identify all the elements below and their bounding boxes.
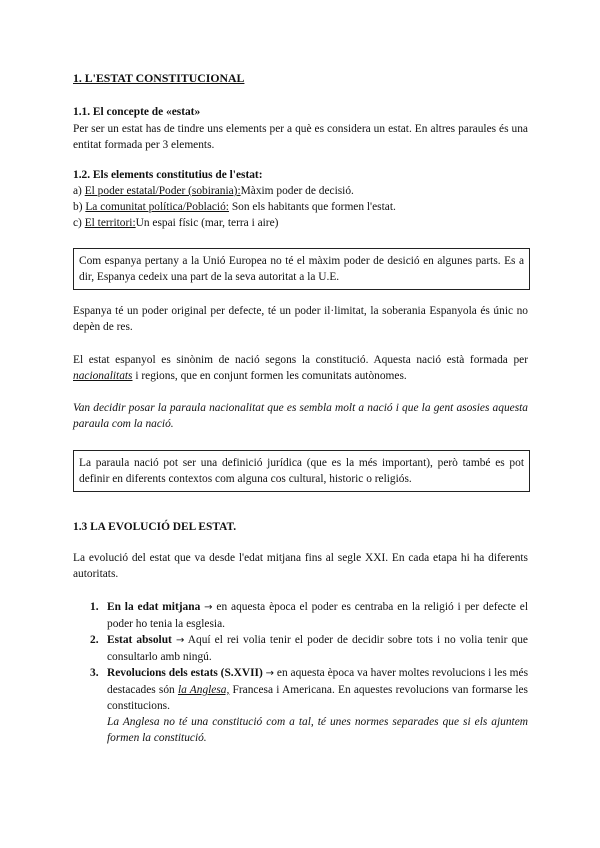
evolution-list <box>90 599 528 746</box>
section-1-1-heading: 1.1. El concepte de «estat» <box>73 106 201 118</box>
section-1-2-heading: 1.2. Els elements constitutius de l'estat: <box>73 169 263 181</box>
paragraph-sovereignty: Espanya té un poder original per defecte, té un poder il·limitat, la soberania Espanyola és únic no depèn de res. <box>73 305 528 333</box>
item-term: El territori: <box>84 217 136 229</box>
note-box-nation: La paraula nació pot ser una definició jurídica (que es la més important), però també es pot definir en diferents contextos com alguna cos cultural, historic o religiós. <box>73 450 530 492</box>
item-text: Francesa i Americana. En aquestes revolucions van formarse les constitucions. <box>107 684 528 712</box>
element-item-b <box>73 199 528 215</box>
emphasized-term: nacionalitats <box>73 370 133 382</box>
item-prefix: a) <box>73 185 85 197</box>
paragraph-nation <box>73 352 528 384</box>
item-desc: Son els habitants que formen l'estat. <box>228 201 396 213</box>
text-span: i regions, que en conjunt formen les comunitats autònomes. <box>132 370 407 382</box>
item-desc: Màxim poder de decisió. <box>240 185 354 197</box>
paragraph-nationality-italic: Van decidir posar la paraula nacionalitat que es sembla molt a nació i que la gent asosies aquesta paraula com la nació. <box>73 402 528 430</box>
arrow-icon: → <box>204 602 213 613</box>
text-span: El estat espanyol es sinònim de nació segons la constitució. Aquesta nació està formada per <box>73 354 528 366</box>
item-number: 3. <box>90 667 99 679</box>
item-title: Revolucions dels estats (S.XVII) <box>107 667 263 679</box>
item-title: En la edat mitjana <box>107 601 201 613</box>
item-term: La comunitat política/Població: <box>85 201 229 213</box>
item-number: 2. <box>90 634 99 646</box>
emphasized-term: la Anglesa, <box>177 684 230 696</box>
section-1-1-text: Per ser un estat has de tindre uns elements per a què es considera un estat. En altres paraules és una entitat formada per 3 elements. <box>73 123 528 151</box>
item-note-italic: La Anglesa no té una constitució com a tal, té unes normes separades que si els ajuntem formen la constitució. <box>107 716 528 744</box>
item-number: 1. <box>90 601 99 613</box>
elements-list <box>73 183 528 231</box>
element-item-c <box>73 215 528 231</box>
document-title: 1. L'ESTAT CONSTITUCIONAL <box>73 71 245 85</box>
arrow-icon: → <box>175 635 185 646</box>
arrow-icon: → <box>265 668 275 679</box>
item-desc: Un espai físic (mar, terra i aire) <box>135 217 279 229</box>
evolution-item-2 <box>90 632 528 665</box>
element-item-a <box>73 183 528 199</box>
item-title: Estat absolut <box>107 634 172 646</box>
evolution-item-1 <box>90 599 528 632</box>
item-text: en aquesta època va haver moltes revolucions i les més destacades són <box>107 667 528 696</box>
item-prefix: c) <box>73 217 85 229</box>
item-term: El poder estatal/Poder (sobirania): <box>84 185 241 197</box>
item-text: Aquí el rei volia tenir el poder de decidir sobre tots i no volia tenir que consultarlo amb ningú. <box>107 634 528 663</box>
section-1-3-heading: 1.3 LA EVOLUCIÓ DEL ESTAT. <box>73 521 237 533</box>
item-text: en aquesta època el poder es centraba en la religió i per defecte el poder ho tenia la esglesia. <box>107 601 528 630</box>
evolution-item-3 <box>90 665 528 746</box>
section-1-3-intro: La evolució del estat que va desde l'edat mitjana fins al segle XXI. En cada etapa hi ha diferents autoritats. <box>73 552 528 580</box>
note-box-eu: Com espanya pertany a la Unió Europea no té el màxim poder de desició en algunes parts. Es a dir, Espanya cedeix una part de la seva autoritat a la U.E. <box>73 248 530 290</box>
item-prefix: b) <box>73 201 86 213</box>
